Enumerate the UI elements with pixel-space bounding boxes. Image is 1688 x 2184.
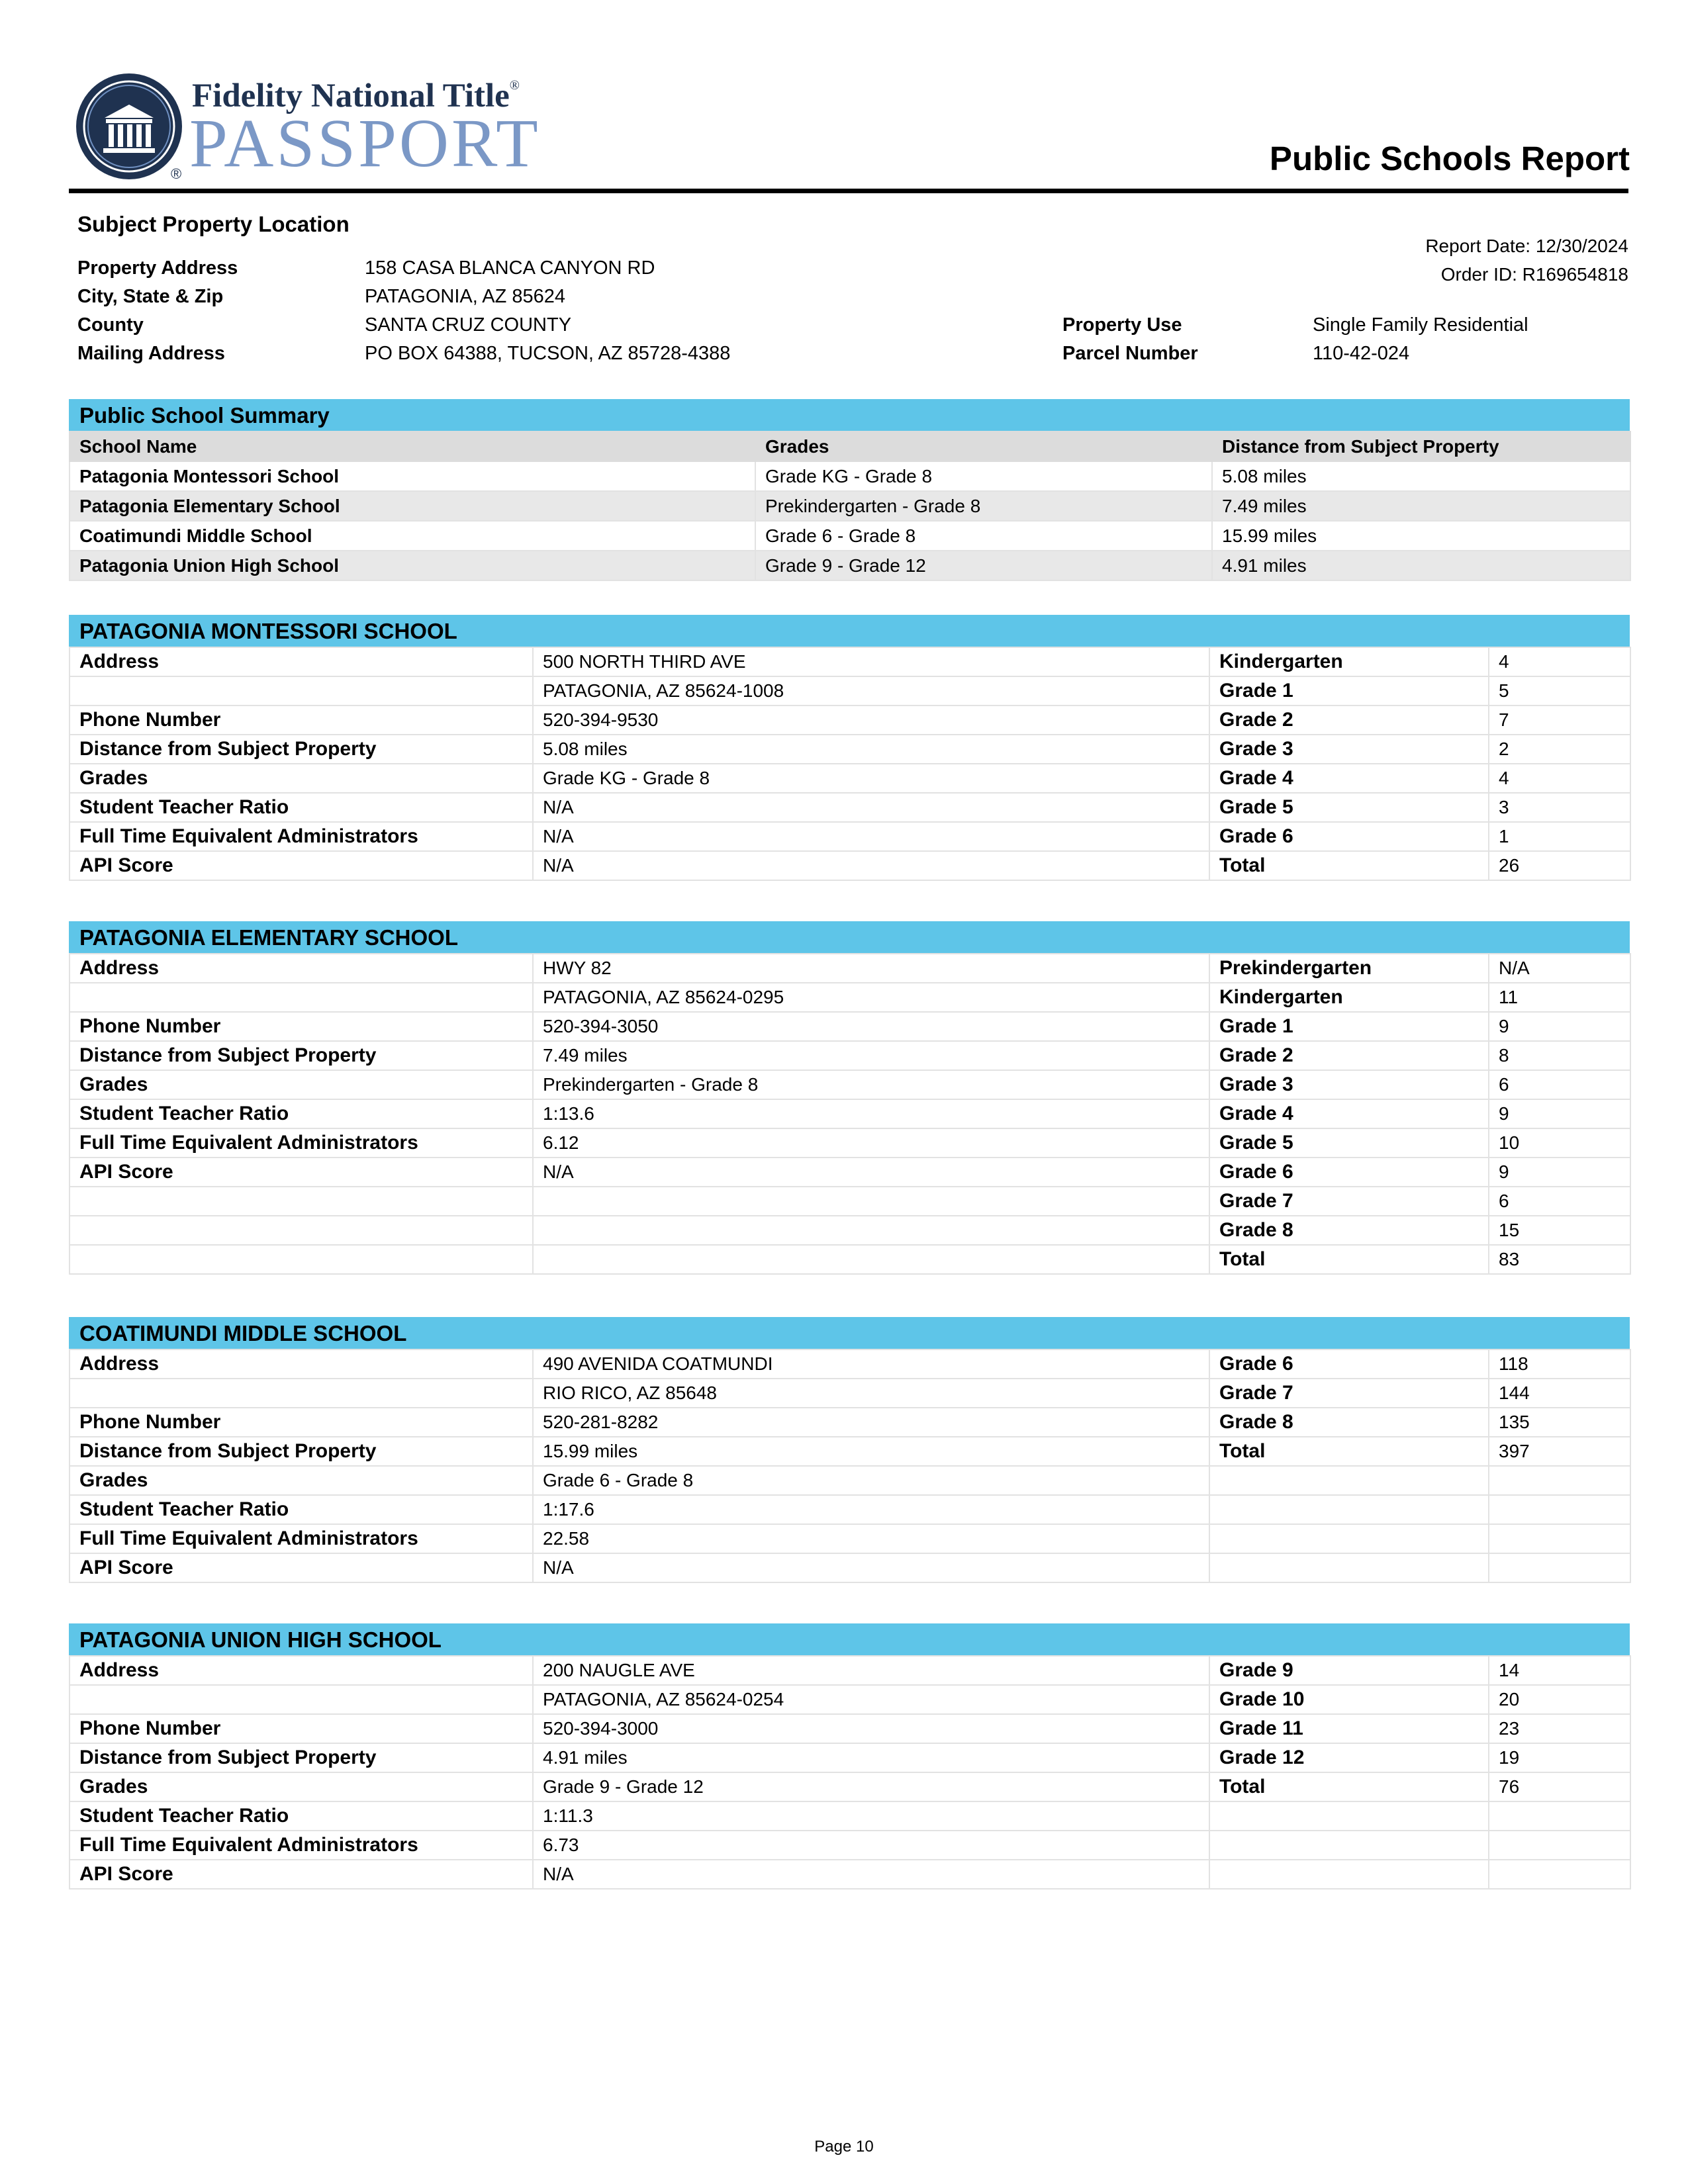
detail-value: 1:13.6 — [533, 1099, 1209, 1128]
enrollment-count: 11 — [1489, 983, 1630, 1012]
school-name: Patagonia Elementary School — [70, 491, 755, 521]
detail-label: Full Time Equivalent Administrators — [70, 822, 533, 851]
enrollment-grade: Grade 12 — [1209, 1743, 1489, 1772]
enrollment-grade: Total — [1209, 1437, 1489, 1466]
enrollment-grade: Grade 1 — [1209, 676, 1489, 705]
enrollment-count: 5 — [1489, 676, 1630, 705]
detail-value: 5.08 miles — [533, 735, 1209, 764]
enrollment-count: 1 — [1489, 822, 1630, 851]
property-use-label: Property Use — [1062, 314, 1182, 336]
enrollment-grade: Grade 5 — [1209, 1128, 1489, 1158]
enrollment-grade — [1209, 1524, 1489, 1553]
detail-row — [70, 1128, 1630, 1158]
detail-row — [70, 1099, 1630, 1128]
detail-row — [70, 983, 1630, 1012]
enrollment-grade: Grade 1 — [1209, 1012, 1489, 1041]
school-detail-table — [69, 1655, 1631, 1889]
detail-row — [70, 1772, 1630, 1801]
enrollment-count — [1489, 1466, 1630, 1495]
enrollment-grade: Total — [1209, 1772, 1489, 1801]
summary-row — [70, 461, 1630, 491]
school-summary-section — [69, 399, 1630, 581]
enrollment-count: 4 — [1489, 647, 1630, 676]
column-header: Distance from Subject Property — [1212, 432, 1630, 461]
subject-heading: Subject Property Location — [77, 212, 350, 236]
brand-logo — [74, 68, 541, 182]
detail-value — [533, 1187, 1209, 1216]
detail-row — [70, 1070, 1630, 1099]
enrollment-grade: Grade 3 — [1209, 735, 1489, 764]
school-grades: Prekindergarten - Grade 8 — [755, 491, 1212, 521]
enrollment-count: 19 — [1489, 1743, 1630, 1772]
enrollment-count — [1489, 1495, 1630, 1524]
detail-label: Student Teacher Ratio — [70, 1495, 533, 1524]
enrollment-grade: Grade 11 — [1209, 1714, 1489, 1743]
enrollment-grade: Grade 6 — [1209, 822, 1489, 851]
detail-label: Address — [70, 954, 533, 983]
enrollment-count — [1489, 1831, 1630, 1860]
enrollment-count: 2 — [1489, 735, 1630, 764]
school-detail-table — [69, 647, 1631, 881]
enrollment-count: 8 — [1489, 1041, 1630, 1070]
detail-label: Grades — [70, 1466, 533, 1495]
detail-row — [70, 1408, 1630, 1437]
detail-value: 4.91 miles — [533, 1743, 1209, 1772]
enrollment-grade: Grade 8 — [1209, 1408, 1489, 1437]
detail-row — [70, 1656, 1630, 1685]
school-title: PATAGONIA UNION HIGH SCHOOL — [69, 1623, 1630, 1655]
enrollment-grade: Grade 7 — [1209, 1379, 1489, 1408]
detail-label: Student Teacher Ratio — [70, 1801, 533, 1831]
school-name: Patagonia Montessori School — [70, 461, 755, 491]
summary-row — [70, 491, 1630, 521]
detail-value: N/A — [533, 851, 1209, 880]
summary-table — [69, 431, 1631, 581]
report-date: Report Date: 12/30/2024 — [1425, 236, 1628, 256]
summary-title: Public School Summary — [69, 399, 1630, 431]
school-title: PATAGONIA MONTESSORI SCHOOL — [69, 615, 1630, 647]
detail-label: Distance from Subject Property — [70, 735, 533, 764]
subject-row — [77, 340, 1630, 369]
enrollment-count: 6 — [1489, 1187, 1630, 1216]
detail-row — [70, 1553, 1630, 1582]
school-detail-table — [69, 953, 1631, 1275]
detail-row — [70, 764, 1630, 793]
detail-value: HWY 82 — [533, 954, 1209, 983]
parcel-number-value: 110-42-024 — [1313, 343, 1410, 364]
detail-value: Grade 6 - Grade 8 — [533, 1466, 1209, 1495]
enrollment-grade: Grade 9 — [1209, 1656, 1489, 1685]
detail-value: 520-281-8282 — [533, 1408, 1209, 1437]
enrollment-grade: Grade 2 — [1209, 1041, 1489, 1070]
enrollment-count: 76 — [1489, 1772, 1630, 1801]
school-section-high-school — [69, 1623, 1630, 1889]
subject-value: PATAGONIA, AZ 85624 — [365, 286, 566, 307]
enrollment-grade: Grade 6 — [1209, 1349, 1489, 1379]
detail-label: API Score — [70, 1553, 533, 1582]
company-name: Fidelity National Title® — [192, 77, 520, 114]
detail-row — [70, 1466, 1630, 1495]
detail-value: 6.12 — [533, 1128, 1209, 1158]
enrollment-grade: Total — [1209, 851, 1489, 880]
subject-label: City, State & Zip — [77, 286, 224, 307]
detail-label: Phone Number — [70, 1012, 533, 1041]
enrollment-count: 4 — [1489, 764, 1630, 793]
school-name: Patagonia Union High School — [70, 551, 755, 580]
detail-label — [70, 983, 533, 1012]
detail-row — [70, 1158, 1630, 1187]
school-title: COATIMUNDI MIDDLE SCHOOL — [69, 1317, 1630, 1349]
detail-row — [70, 822, 1630, 851]
enrollment-count: 10 — [1489, 1128, 1630, 1158]
enrollment-grade: Grade 10 — [1209, 1685, 1489, 1714]
enrollment-grade: Grade 6 — [1209, 1158, 1489, 1187]
detail-label: Address — [70, 1656, 533, 1685]
enrollment-count: 144 — [1489, 1379, 1630, 1408]
enrollment-count — [1489, 1524, 1630, 1553]
page-number: Page 10 — [814, 2138, 874, 2156]
detail-row — [70, 793, 1630, 822]
enrollment-grade: Kindergarten — [1209, 647, 1489, 676]
detail-row — [70, 1524, 1630, 1553]
detail-value: PATAGONIA, AZ 85624-1008 — [533, 676, 1209, 705]
enrollment-count — [1489, 1860, 1630, 1889]
school-detail-table — [69, 1349, 1631, 1583]
detail-row — [70, 1041, 1630, 1070]
detail-label — [70, 1379, 533, 1408]
registered-mark: ® — [171, 165, 182, 182]
detail-value: 520-394-3050 — [533, 1012, 1209, 1041]
report-title: Public Schools Report — [1269, 140, 1630, 177]
detail-row — [70, 1743, 1630, 1772]
enrollment-count: 20 — [1489, 1685, 1630, 1714]
enrollment-grade: Grade 2 — [1209, 705, 1489, 735]
school-distance: 5.08 miles — [1212, 461, 1630, 491]
detail-row — [70, 1437, 1630, 1466]
property-use-value: Single Family Residential — [1313, 314, 1528, 336]
detail-label: API Score — [70, 1860, 533, 1889]
detail-row — [70, 676, 1630, 705]
header-divider — [69, 189, 1628, 193]
detail-label: Full Time Equivalent Administrators — [70, 1831, 533, 1860]
detail-value: N/A — [533, 1553, 1209, 1582]
enrollment-grade: Grade 5 — [1209, 793, 1489, 822]
school-section-coatimundi — [69, 1317, 1630, 1583]
detail-value: 15.99 miles — [533, 1437, 1209, 1466]
column-header: Grades — [755, 432, 1212, 461]
enrollment-count: 118 — [1489, 1349, 1630, 1379]
detail-value: 500 NORTH THIRD AVE — [533, 647, 1209, 676]
detail-row — [70, 735, 1630, 764]
detail-value: 200 NAUGLE AVE — [533, 1656, 1209, 1685]
subject-row — [77, 283, 1630, 312]
enrollment-count: 6 — [1489, 1070, 1630, 1099]
detail-row — [70, 1714, 1630, 1743]
detail-row — [70, 647, 1630, 676]
detail-label: Student Teacher Ratio — [70, 1099, 533, 1128]
detail-row — [70, 1860, 1630, 1889]
detail-row — [70, 1216, 1630, 1245]
subject-label: Property Address — [77, 257, 238, 279]
school-distance: 7.49 miles — [1212, 491, 1630, 521]
detail-value: 490 AVENIDA COATMUNDI — [533, 1349, 1209, 1379]
enrollment-count: 9 — [1489, 1012, 1630, 1041]
detail-value: N/A — [533, 793, 1209, 822]
enrollment-grade — [1209, 1495, 1489, 1524]
enrollment-count — [1489, 1801, 1630, 1831]
detail-value: 7.49 miles — [533, 1041, 1209, 1070]
detail-label: Grades — [70, 1070, 533, 1099]
order-id: Order ID: R169654818 — [1440, 264, 1628, 285]
detail-row — [70, 1495, 1630, 1524]
school-title: PATAGONIA ELEMENTARY SCHOOL — [69, 921, 1630, 953]
summary-row — [70, 521, 1630, 551]
detail-label: Distance from Subject Property — [70, 1743, 533, 1772]
detail-row — [70, 1187, 1630, 1216]
enrollment-count: 9 — [1489, 1099, 1630, 1128]
enrollment-grade: Grade 3 — [1209, 1070, 1489, 1099]
enrollment-grade — [1209, 1860, 1489, 1889]
detail-value: RIO RICO, AZ 85648 — [533, 1379, 1209, 1408]
enrollment-count: N/A — [1489, 954, 1630, 983]
detail-label: Distance from Subject Property — [70, 1437, 533, 1466]
detail-value — [533, 1216, 1209, 1245]
detail-label: Grades — [70, 1772, 533, 1801]
detail-label — [70, 676, 533, 705]
subject-label: Mailing Address — [77, 343, 225, 364]
subject-details — [77, 255, 1630, 369]
enrollment-count: 3 — [1489, 793, 1630, 822]
detail-row — [70, 1801, 1630, 1831]
school-grades: Grade 9 - Grade 12 — [755, 551, 1212, 580]
detail-value: 6.73 — [533, 1831, 1209, 1860]
detail-value: PATAGONIA, AZ 85624-0295 — [533, 983, 1209, 1012]
enrollment-count: 397 — [1489, 1437, 1630, 1466]
school-section-montessori — [69, 615, 1630, 881]
school-distance: 15.99 miles — [1212, 521, 1630, 551]
subject-row — [77, 312, 1630, 340]
school-section-elementary — [69, 921, 1630, 1275]
detail-row — [70, 1379, 1630, 1408]
detail-label: Address — [70, 1349, 533, 1379]
enrollment-grade: Prekindergarten — [1209, 954, 1489, 983]
detail-row — [70, 1012, 1630, 1041]
detail-value: 22.58 — [533, 1524, 1209, 1553]
detail-label — [70, 1187, 533, 1216]
seal-logo-icon — [74, 71, 184, 181]
enrollment-grade — [1209, 1553, 1489, 1582]
detail-label: Phone Number — [70, 705, 533, 735]
detail-row — [70, 851, 1630, 880]
detail-value: N/A — [533, 1860, 1209, 1889]
subject-value: SANTA CRUZ COUNTY — [365, 314, 572, 336]
enrollment-count: 14 — [1489, 1656, 1630, 1685]
subject-value: 158 CASA BLANCA CANYON RD — [365, 257, 655, 279]
enrollment-grade — [1209, 1801, 1489, 1831]
enrollment-grade: Total — [1209, 1245, 1489, 1274]
detail-label: API Score — [70, 851, 533, 880]
detail-value — [533, 1245, 1209, 1274]
detail-label — [70, 1245, 533, 1274]
enrollment-count: 23 — [1489, 1714, 1630, 1743]
enrollment-count: 83 — [1489, 1245, 1630, 1274]
detail-label: Address — [70, 647, 533, 676]
detail-label: Student Teacher Ratio — [70, 793, 533, 822]
detail-row — [70, 1831, 1630, 1860]
summary-row — [70, 551, 1630, 580]
parcel-number-label: Parcel Number — [1062, 343, 1198, 364]
enrollment-count: 135 — [1489, 1408, 1630, 1437]
detail-value: 1:11.3 — [533, 1801, 1209, 1831]
column-header: School Name — [70, 432, 755, 461]
detail-label — [70, 1216, 533, 1245]
detail-label: Grades — [70, 764, 533, 793]
school-grades: Grade KG - Grade 8 — [755, 461, 1212, 491]
detail-label: Full Time Equivalent Administrators — [70, 1524, 533, 1553]
detail-row — [70, 1349, 1630, 1379]
subject-row — [77, 255, 1630, 283]
summary-header-row — [70, 432, 1630, 461]
detail-label: API Score — [70, 1158, 533, 1187]
detail-value: N/A — [533, 1158, 1209, 1187]
detail-row — [70, 954, 1630, 983]
enrollment-grade: Grade 8 — [1209, 1216, 1489, 1245]
detail-value: Grade 9 - Grade 12 — [533, 1772, 1209, 1801]
detail-value: PATAGONIA, AZ 85624-0254 — [533, 1685, 1209, 1714]
subject-label: County — [77, 314, 144, 336]
detail-value: 1:17.6 — [533, 1495, 1209, 1524]
enrollment-grade: Grade 4 — [1209, 764, 1489, 793]
enrollment-grade: Kindergarten — [1209, 983, 1489, 1012]
detail-row — [70, 1245, 1630, 1274]
enrollment-grade — [1209, 1831, 1489, 1860]
enrollment-grade: Grade 7 — [1209, 1187, 1489, 1216]
school-distance: 4.91 miles — [1212, 551, 1630, 580]
enrollment-count: 7 — [1489, 705, 1630, 735]
detail-label — [70, 1685, 533, 1714]
enrollment-count — [1489, 1553, 1630, 1582]
enrollment-count: 15 — [1489, 1216, 1630, 1245]
detail-label: Phone Number — [70, 1408, 533, 1437]
product-name: PASSPORT — [189, 105, 541, 181]
enrollment-grade — [1209, 1466, 1489, 1495]
school-name: Coatimundi Middle School — [70, 521, 755, 551]
detail-row — [70, 1685, 1630, 1714]
detail-value: Grade KG - Grade 8 — [533, 764, 1209, 793]
enrollment-count: 9 — [1489, 1158, 1630, 1187]
detail-value: 520-394-3000 — [533, 1714, 1209, 1743]
school-grades: Grade 6 - Grade 8 — [755, 521, 1212, 551]
subject-value: PO BOX 64388, TUCSON, AZ 85728-4388 — [365, 343, 731, 364]
detail-value: Prekindergarten - Grade 8 — [533, 1070, 1209, 1099]
detail-value: 520-394-9530 — [533, 705, 1209, 735]
detail-row — [70, 705, 1630, 735]
enrollment-grade: Grade 4 — [1209, 1099, 1489, 1128]
detail-value: N/A — [533, 822, 1209, 851]
detail-label: Full Time Equivalent Administrators — [70, 1128, 533, 1158]
enrollment-count: 26 — [1489, 851, 1630, 880]
detail-label: Distance from Subject Property — [70, 1041, 533, 1070]
detail-label: Phone Number — [70, 1714, 533, 1743]
